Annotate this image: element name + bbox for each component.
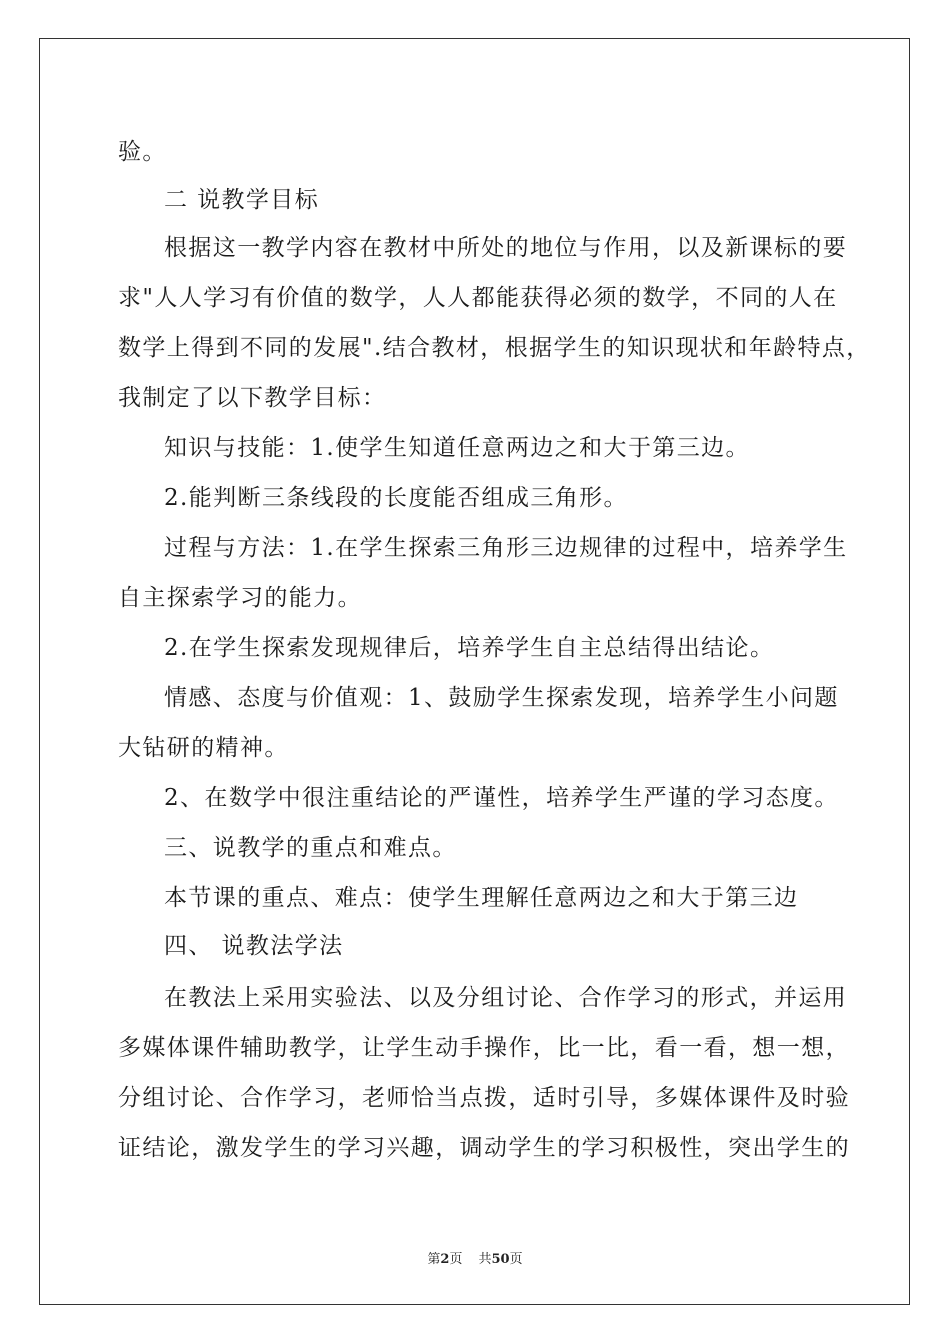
- text-line: 数学上得到不同的发展".结合教材，根据学生的知识现状和年龄特点，: [118, 335, 871, 361]
- footer-page-number: 2: [440, 1252, 450, 1267]
- footer-total-suffix: 页: [509, 1252, 523, 1267]
- text-line: 2、在数学中很注重结论的严谨性，培养学生严谨的学习态度。: [164, 785, 839, 811]
- footer-total-prefix: 共: [478, 1252, 492, 1267]
- section-heading: 四、 说教法学法: [164, 933, 344, 959]
- footer-page-prefix: 第: [427, 1252, 441, 1267]
- text-line: 求"人人学习有价值的数学，人人都能获得必须的数学，不同的人在: [118, 285, 838, 311]
- text-line: 本节课的重点、难点：使学生理解任意两边之和大于第三边: [164, 885, 799, 911]
- text-line: 我制定了以下教学目标：: [118, 385, 387, 411]
- text-line: 验。: [118, 139, 167, 165]
- text-line: 分组讨论、合作学习，老师恰当点拨，适时引导，多媒体课件及时验: [118, 1085, 850, 1111]
- text-line: 证结论，激发学生的学习兴趣，调动学生的学习积极性，突出学生的: [118, 1135, 850, 1161]
- text-line: 自主探索学习的能力。: [118, 585, 362, 611]
- page-border: [39, 38, 910, 1305]
- section-heading: 二 说教学目标: [164, 187, 320, 213]
- text-line: 根据这一教学内容在教材中所处的地位与作用，以及新课标的要: [164, 235, 848, 261]
- text-line: 过程与方法：1.在学生探索三角形三边规律的过程中，培养学生: [164, 535, 848, 561]
- text-line: 知识与技能：1.使学生知道任意两边之和大于第三边。: [164, 435, 750, 461]
- page-footer: [0, 1248, 950, 1267]
- text-line: 情感、态度与价值观：1、鼓励学生探索发现，培养学生小问题: [164, 685, 839, 711]
- text-line: 2.在学生探索发现规律后，培养学生自主总结得出结论。: [164, 635, 775, 661]
- text-line: 多媒体课件辅助教学，让学生动手操作，比一比，看一看，想一想，: [118, 1035, 850, 1061]
- footer-page-suffix: 页: [449, 1252, 463, 1267]
- text-line: 在教法上采用实验法、以及分组讨论、合作学习的形式，并运用: [164, 985, 848, 1011]
- section-heading: 三、说教学的重点和难点。: [164, 835, 457, 861]
- text-line: 2.能判断三条线段的长度能否组成三角形。: [164, 485, 628, 511]
- text-line: 大钻研的精神。: [118, 735, 289, 761]
- footer-total-pages: 50: [491, 1252, 510, 1267]
